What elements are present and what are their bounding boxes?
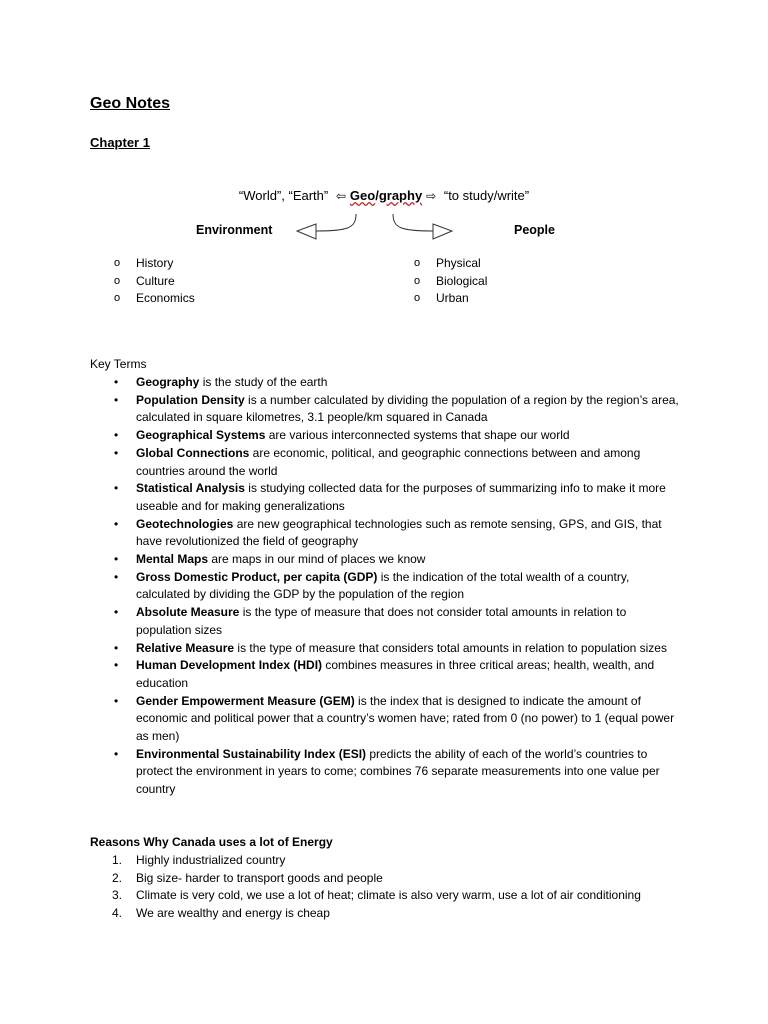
etymology-slash: / xyxy=(375,188,379,203)
list-number: 4. xyxy=(112,905,123,920)
reason-text: Big size- harder to transport goods and people xyxy=(136,870,383,885)
term-definition: are maps in our mind of places we know xyxy=(208,552,426,567)
list-item xyxy=(114,551,684,569)
reasons-heading: Reasons Why Canada uses a lot of Energy xyxy=(90,835,333,849)
term-name: Global Connections xyxy=(136,445,250,460)
list-item xyxy=(114,640,684,658)
term-definition: combines measures in three critical areas; health, wealth, and education xyxy=(136,658,655,690)
environment-list xyxy=(114,255,195,308)
list-item: o Urban xyxy=(414,290,487,308)
term-definition: is the type of measure that considers total amounts in relation to population sizes xyxy=(234,640,667,655)
list-number: 2. xyxy=(112,870,123,885)
etymology-root-graphy: graphy xyxy=(378,188,423,203)
list-item xyxy=(114,746,684,799)
term-name: Mental Maps xyxy=(136,552,209,567)
term-definition: is the indication of the total wealth of a country, calculated by dividing the GDP by the population of the region xyxy=(136,569,630,602)
etymology-suffix: “to study/write” xyxy=(443,188,530,203)
list-item: o Economics xyxy=(114,290,195,308)
arrow-right-icon: ⇨ xyxy=(426,189,437,203)
reason-text: Highly industrialized country xyxy=(136,853,286,867)
list-item: o Biological xyxy=(414,273,487,291)
term-name: Gender Empowerment Measure (GEM) xyxy=(136,693,355,708)
etymology-line xyxy=(0,188,768,203)
list-item xyxy=(112,870,692,888)
list-item xyxy=(112,905,692,923)
branch-label-people: People xyxy=(514,223,555,237)
list-item xyxy=(114,480,684,515)
list-item xyxy=(114,569,684,604)
etymology-root-geo: Geo xyxy=(349,188,376,203)
branch-arrows-icon xyxy=(290,212,460,246)
branch-label-environment: Environment xyxy=(196,223,273,237)
list-item xyxy=(114,657,684,692)
list-item xyxy=(114,392,684,427)
reason-text: We are wealthy and energy is cheap xyxy=(136,905,330,920)
list-item xyxy=(114,427,684,445)
term-name: Environmental Sustainability Index (ESI) xyxy=(136,746,367,761)
term-definition: are various interconnected systems that shape our world xyxy=(265,428,570,443)
term-name: Statistical Analysis xyxy=(136,481,245,496)
term-name: Absolute Measure xyxy=(136,605,240,620)
term-name: Geographical Systems xyxy=(136,428,266,443)
list-item xyxy=(114,604,684,639)
document-title: Geo Notes xyxy=(90,95,171,112)
reasons-list xyxy=(112,852,692,922)
list-item: o Physical xyxy=(414,255,487,273)
term-definition: are economic, political, and geographic connections between and among countries around the world xyxy=(136,445,641,478)
term-definition: are new geographical technologies such as remote sensing, GPS, and GIS, that have revolutionized the field of geography xyxy=(136,516,662,549)
list-number: 3. xyxy=(112,888,123,902)
term-name: Gross Domestic Product, per capita (GDP) xyxy=(136,569,378,584)
list-item: o History xyxy=(114,255,195,273)
list-item xyxy=(114,693,684,746)
key-terms-heading: Key Terms xyxy=(90,357,147,371)
etymology-prefix: “World”, “Earth” xyxy=(238,188,329,203)
reason-text: Climate is very cold, we use a lot of heat; climate is also very warm, use a lot of air conditioning xyxy=(136,888,641,902)
term-name: Relative Measure xyxy=(136,640,235,655)
term-name: Human Development Index (HDI) xyxy=(136,658,323,673)
list-item xyxy=(112,887,692,905)
list-number: 1. xyxy=(112,853,123,867)
term-name: Geotechnologies xyxy=(136,516,234,531)
people-list xyxy=(414,255,487,308)
term-definition: is the index that is designed to indicate the amount of economic and political power that a country’s women have; rated from 0 (no power) to 1 (equal power as men) xyxy=(136,693,675,744)
term-definition: is the type of measure that does not consider total amounts in relation to population sizes xyxy=(136,605,627,637)
list-item: o Culture xyxy=(114,273,195,291)
term-name: Population Density xyxy=(136,392,245,407)
list-item xyxy=(114,374,684,392)
arrow-left-icon: ⇦ xyxy=(335,189,346,203)
list-item xyxy=(112,852,692,870)
term-definition: is studying collected data for the purposes of summarizing info to make it more useable and for making generalizations xyxy=(136,481,666,513)
key-terms-list xyxy=(114,374,684,799)
term-definition: is the study of the earth xyxy=(199,375,328,389)
chapter-heading: Chapter 1 xyxy=(90,135,150,150)
term-name: Geography xyxy=(136,375,200,389)
term-definition: predicts the ability of each of the world’s countries to protect the environment in years to come; combines 76 separate measurements into one value per country xyxy=(136,746,660,797)
term-definition: is a number calculated by dividing the population of a region by the region’s area, calculated in square kilometres, 3.1 people/km squared in Canada xyxy=(136,392,679,425)
list-item xyxy=(114,445,684,480)
list-item xyxy=(114,516,684,551)
